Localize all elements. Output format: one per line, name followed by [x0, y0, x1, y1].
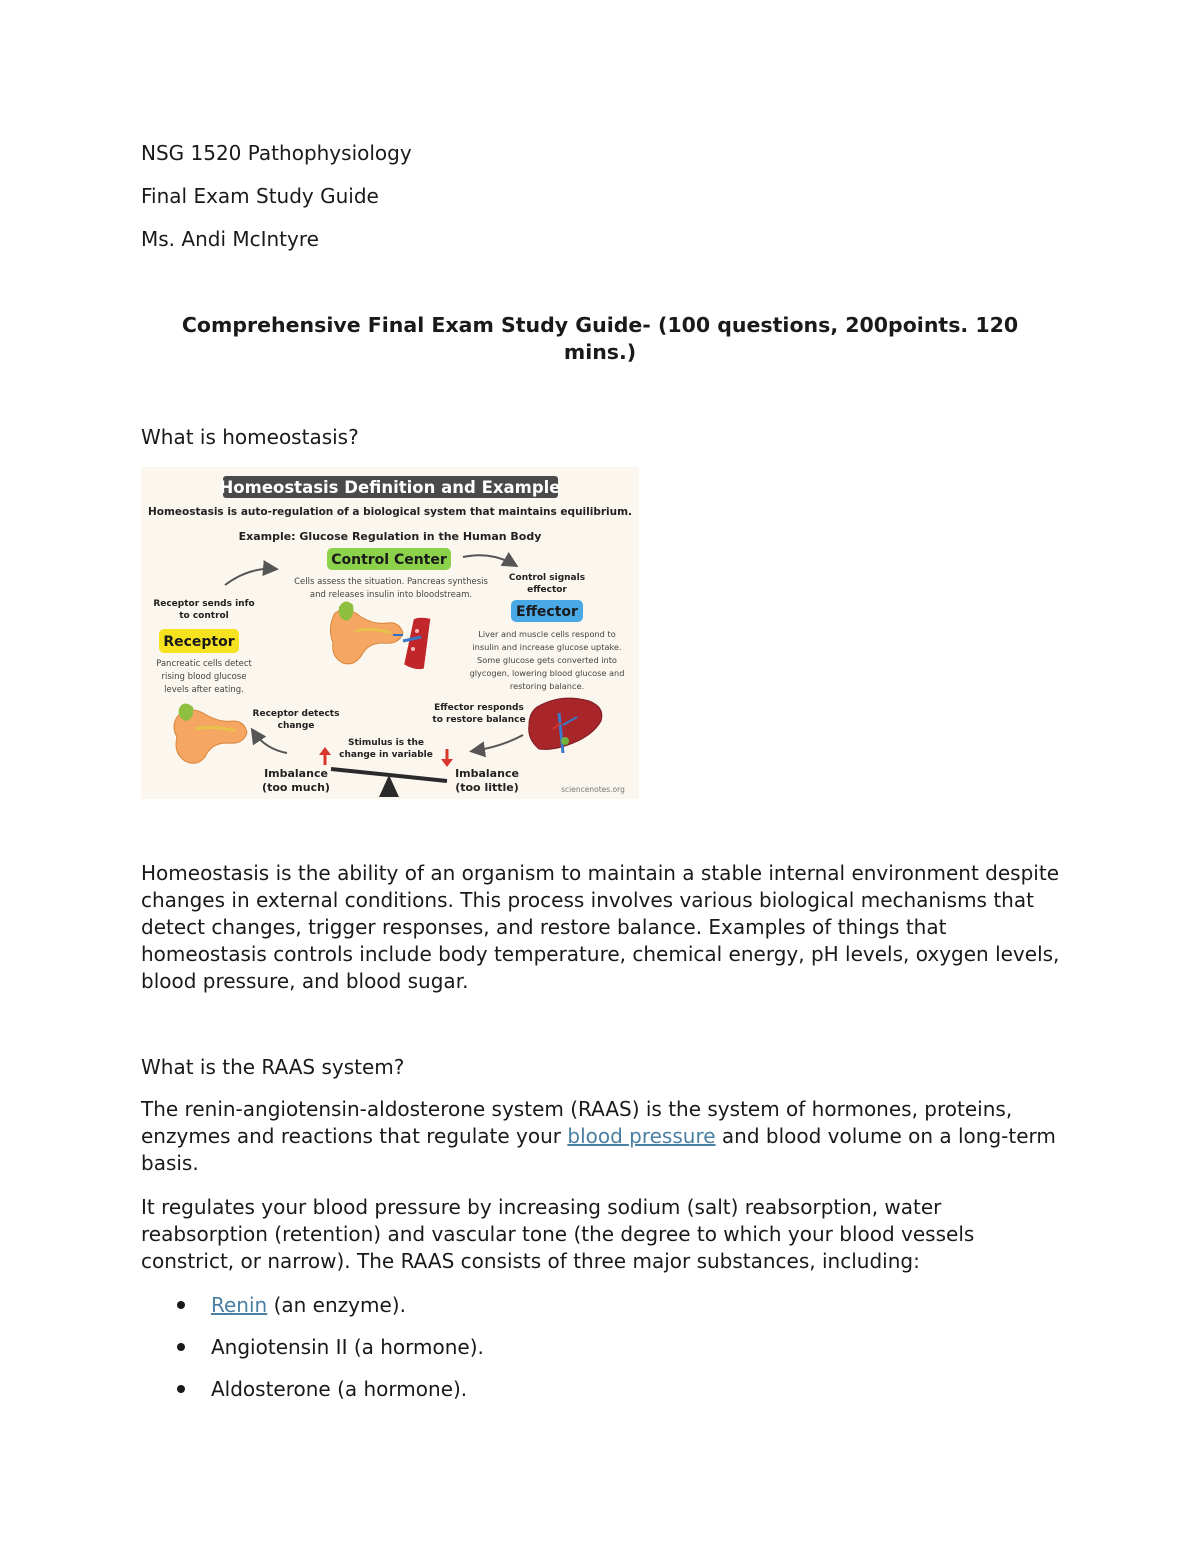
list-item [141, 1376, 484, 1418]
arrow-control-to-effector [463, 555, 515, 565]
instructor-name: Ms. Andi McIntyre [141, 227, 319, 251]
arrow-stimulus-to-receptor [253, 731, 287, 753]
course-name: NSG 1520 Pathophysiology [141, 141, 412, 165]
blood-pressure-link[interactable]: blood pressure [567, 1124, 716, 1148]
raas-question: What is the RAAS system? [141, 1055, 405, 1079]
list-item-text: Aldosterone (a hormone). [211, 1377, 468, 1401]
control-center-desc-1: Cells assess the situation. Pancreas synthesis [294, 577, 488, 587]
raas-substances-list [141, 1292, 484, 1418]
list-item [141, 1334, 484, 1376]
pancreas-insulin-illustration [330, 601, 434, 670]
imbalance-little-2: (too little) [455, 781, 519, 794]
effector-label: Effector [516, 604, 578, 620]
receptor-sends-1: Receptor sends info [153, 599, 255, 609]
figure-example: Example: Glucose Regulation in the Human Body [238, 530, 542, 543]
receptor-sends-2: to control [179, 611, 229, 621]
list-item [141, 1292, 484, 1334]
stimulus-1: Stimulus is the [347, 738, 425, 748]
homeostasis-answer: Homeostasis is the ability of an organism to maintain a stable internal environment despite changes in external conditions. This process involves various biological mechanisms that detect changes, trigger responses, and restore balance. Examples of things that homeostasis controls include body temperature, chemical energy, pH levels, oxygen levels, blood pressure, and blood sugar. [141, 861, 1060, 993]
stimulus-2: change in variable [339, 750, 433, 760]
raas-paragraph-2: It regulates your blood pressure by increasing sodium (salt) reabsorption, water reabsorption (retention) and vascular tone (the degree to which your blood vessels constrict, or narrow). The RAAS consists of three major substances, including: [141, 1195, 975, 1273]
receptor-label: Receptor [163, 634, 235, 650]
raas-p1-after: and blood volume on a long-term basis. [141, 1124, 1056, 1175]
control-signals-1: Control signals [508, 573, 586, 583]
control-signals-2: effector [527, 585, 567, 595]
renin-link[interactable]: Renin [211, 1293, 268, 1317]
control-center-label: Control Center [331, 552, 447, 568]
liver-illustration [529, 698, 602, 753]
list-item-text: (an enzyme). [267, 1293, 406, 1317]
effector-responds-2: to restore balance [432, 715, 526, 725]
receptor-desc-1: Pancreatic cells detect [156, 659, 252, 669]
receptor-pancreas-illustration [174, 703, 247, 763]
bullet-dot [177, 1301, 185, 1309]
imbalance-much-2: (too much) [262, 781, 330, 794]
arrow-receptor-to-control [225, 569, 275, 585]
effector-desc-3: Some glucose gets converted into [477, 655, 617, 665]
bullet-dot [177, 1343, 185, 1351]
page-title-line2: mins.) [563, 340, 637, 364]
control-center-desc-2: and releases insulin into bloodstream. [309, 590, 473, 600]
effector-responds-1: Effector responds [434, 703, 524, 713]
raas-paragraph-1 [141, 1096, 1061, 1177]
receptor-detects-2: change [277, 721, 315, 731]
imbalance-little-1: Imbalance [455, 767, 519, 780]
page-title [141, 312, 1059, 366]
effector-desc-5: restoring balance. [509, 681, 585, 691]
receptor-detects-1: Receptor detects [252, 709, 340, 719]
imbalance-much-1: Imbalance [264, 767, 328, 780]
figure-credit: sciencenotes.org [561, 785, 625, 794]
balance-fulcrum [379, 775, 399, 797]
raas-p1-before: The renin-angiotensin-aldosterone system (RAAS) is the system of hormones, proteins, enzymes and reactions that regulate your [141, 1097, 1013, 1148]
homeostasis-figure [141, 467, 639, 799]
figure-definition: Homeostasis is auto-regulation of a biological system that maintains equilibrium. [147, 506, 633, 518]
effector-desc-4: glycogen, lowering blood glucose and [469, 668, 625, 678]
guide-name: Final Exam Study Guide [141, 184, 379, 208]
arrow-effector-to-balance [473, 735, 523, 751]
receptor-desc-2: rising blood glucose [161, 672, 247, 682]
receptor-desc-3: levels after eating. [164, 685, 244, 695]
effector-desc-2: insulin and increase glucose uptake. [472, 642, 622, 652]
list-item-text: Angiotensin II (a hormone). [211, 1335, 484, 1359]
bullet-dot [177, 1385, 185, 1393]
homeostasis-question: What is homeostasis? [141, 425, 359, 449]
page-title-line1: Comprehensive Final Exam Study Guide- (100 questions, 200points. 120 [181, 313, 1019, 337]
effector-desc-1: Liver and muscle cells respond to [478, 629, 616, 639]
figure-title: Homeostasis Definition and Example [219, 478, 561, 497]
